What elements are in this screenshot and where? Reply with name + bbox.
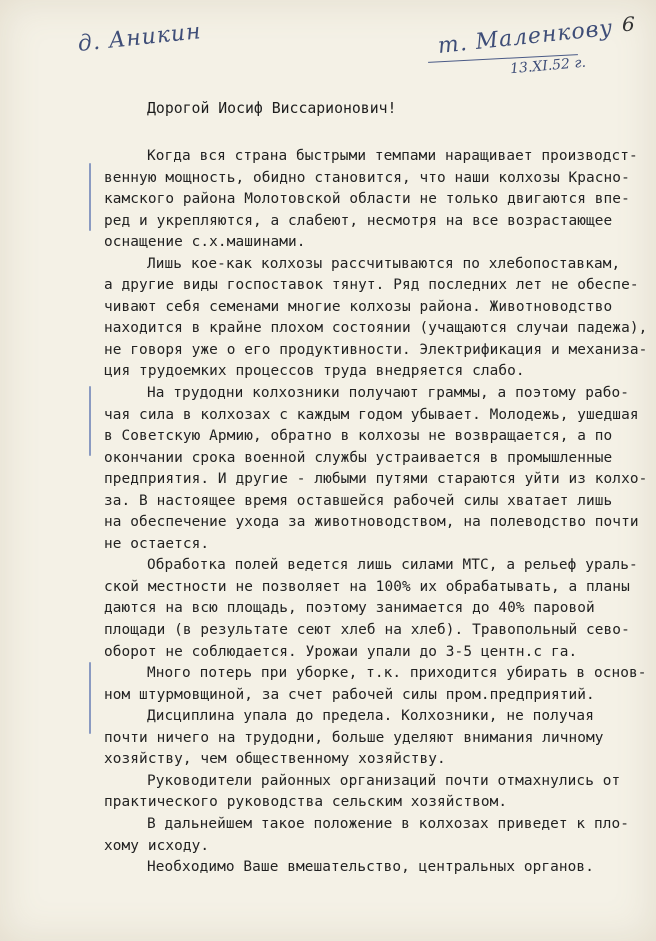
text-line: хозяйству, чем общественному хозяйству. bbox=[104, 751, 446, 768]
handwritten-date: 13.XI.52 г. bbox=[509, 54, 587, 78]
text-line: окончании срока военной службы устраивается в промышленные bbox=[104, 449, 613, 466]
text-line: Руководители районных организаций почти отмахнулись от bbox=[147, 772, 621, 789]
text-line: Необходимо Ваше вмешательство, центральных органов. bbox=[147, 859, 594, 876]
text-line: ской местности не позволяет на 100% их обрабатывать, а планы bbox=[104, 578, 630, 595]
text-line: Дисциплина упала до предела. Колхозники, не получая bbox=[147, 708, 594, 725]
text-line: на обеспечение ухода за животноводством, на полеводство почти bbox=[104, 514, 639, 531]
text-line: чая сила в колхозах с каждым годом убывает. Молодежь, ушедшая bbox=[104, 406, 639, 423]
text-line: В дальнейшем такое положение в колхозах приведет к пло- bbox=[147, 815, 630, 832]
text-line: даются на всю площадь, поэтому занимается до 40% паровой bbox=[104, 600, 595, 617]
text-line: ред и укрепляются, а слабеют, несмотря на все возрастающее bbox=[104, 212, 613, 229]
text-line: Когда вся страна быстрыми темпами наращивает производст- bbox=[147, 148, 638, 164]
text-line: предприятия. И другие - любыми путями стараются уйти из колхо- bbox=[104, 471, 648, 488]
text-line: практического руководства сельским хозяйством. bbox=[104, 794, 508, 811]
text-line: На трудодни колхозники получают граммы, а поэтому рабо- bbox=[147, 385, 630, 402]
margin-pencil-mark bbox=[89, 662, 91, 734]
text-line: Обработка полей ведется лишь силами МТС, а рельеф ураль- bbox=[147, 557, 638, 574]
text-line: находится в крайне плохом состоянии (учащаются случаи падежа), bbox=[104, 320, 648, 337]
text-line: за. В настоящее время оставшейся рабочей силы хватает лишь bbox=[104, 492, 613, 509]
text-line: почти ничего на трудодни, больше уделяют внимания личному bbox=[104, 729, 604, 746]
handwritten-note-left: д. Аникин bbox=[76, 19, 203, 57]
text-line: венную мощность, обидно становится, что наши колхозы Красно- bbox=[104, 169, 630, 186]
text-line: ном штурмовщиной, за счет рабочей силы пром.предприятий. bbox=[104, 686, 595, 703]
text-line: Много потерь при уборке, т.к. приходится убирать в основ- bbox=[147, 665, 647, 682]
text-line: не остается. bbox=[104, 535, 210, 552]
handwritten-note-right: т. Маленкову bbox=[436, 15, 615, 59]
page-number: 6 bbox=[622, 12, 635, 36]
text-line: камского района Молотовской области не только двигаются впе- bbox=[104, 191, 630, 208]
text-line: Лишь кое-как колхозы рассчитываются по хлебопоставкам, bbox=[147, 255, 621, 272]
text-line: а другие виды госпоставок тянут. Ряд последних лет не обеспе- bbox=[104, 277, 639, 294]
margin-pencil-mark bbox=[89, 163, 91, 231]
text-line: площади (в результате сеют хлеб на хлеб). Травопольный сево- bbox=[104, 622, 630, 639]
text-line: не говоря уже о его продуктивности. Электрификация и механиза- bbox=[104, 341, 648, 358]
text-line: в Советскую Армию, обратно в колхозы не возвращается, а по bbox=[104, 428, 613, 445]
text-line: ция трудоемких процессов труда внедряется слабо. bbox=[104, 363, 525, 380]
letter-body bbox=[104, 146, 648, 879]
text-line: оборот не соблюдается. Урожаи упали до 3-5 центн.с га. bbox=[104, 643, 578, 660]
margin-pencil-mark bbox=[89, 386, 91, 456]
text-line: хому исходу. bbox=[104, 837, 210, 854]
text-line: оснащение с.х.машинами. bbox=[104, 234, 306, 251]
text-line: чивают себя семенами многие колхозы района. Животноводство bbox=[104, 298, 613, 315]
salutation: Дорогой Иосиф Виссарионович! bbox=[147, 100, 397, 117]
